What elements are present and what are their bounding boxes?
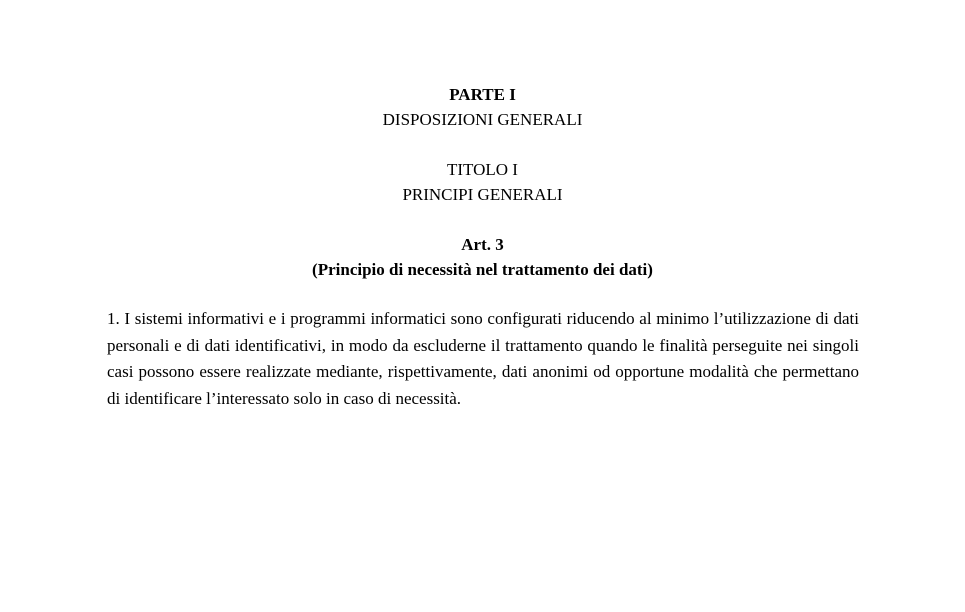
part-title: DISPOSIZIONI GENERALI bbox=[382, 110, 583, 129]
article-title: (Principio di necessità nel trattamento dei dati) bbox=[312, 260, 653, 279]
article-paragraph: 1. I sistemi informativi e i programmi informatici sono configurati riducendo al minimo l’utilizzazione di dati personali e di dati identificativi, in modo da escluderne il trattamento quando le finalità perseguite nei singoli casi possono essere realizzate mediante, rispettivamente, dati anonimi od opportune modalità che permettano di identificare l’interessato solo in caso di necessità. bbox=[107, 309, 859, 408]
part-label: PARTE I bbox=[449, 85, 516, 104]
title-name: PRINCIPI GENERALI bbox=[402, 185, 563, 204]
article-label: Art. 3 bbox=[461, 235, 504, 254]
title-label: TITOLO I bbox=[447, 160, 518, 179]
